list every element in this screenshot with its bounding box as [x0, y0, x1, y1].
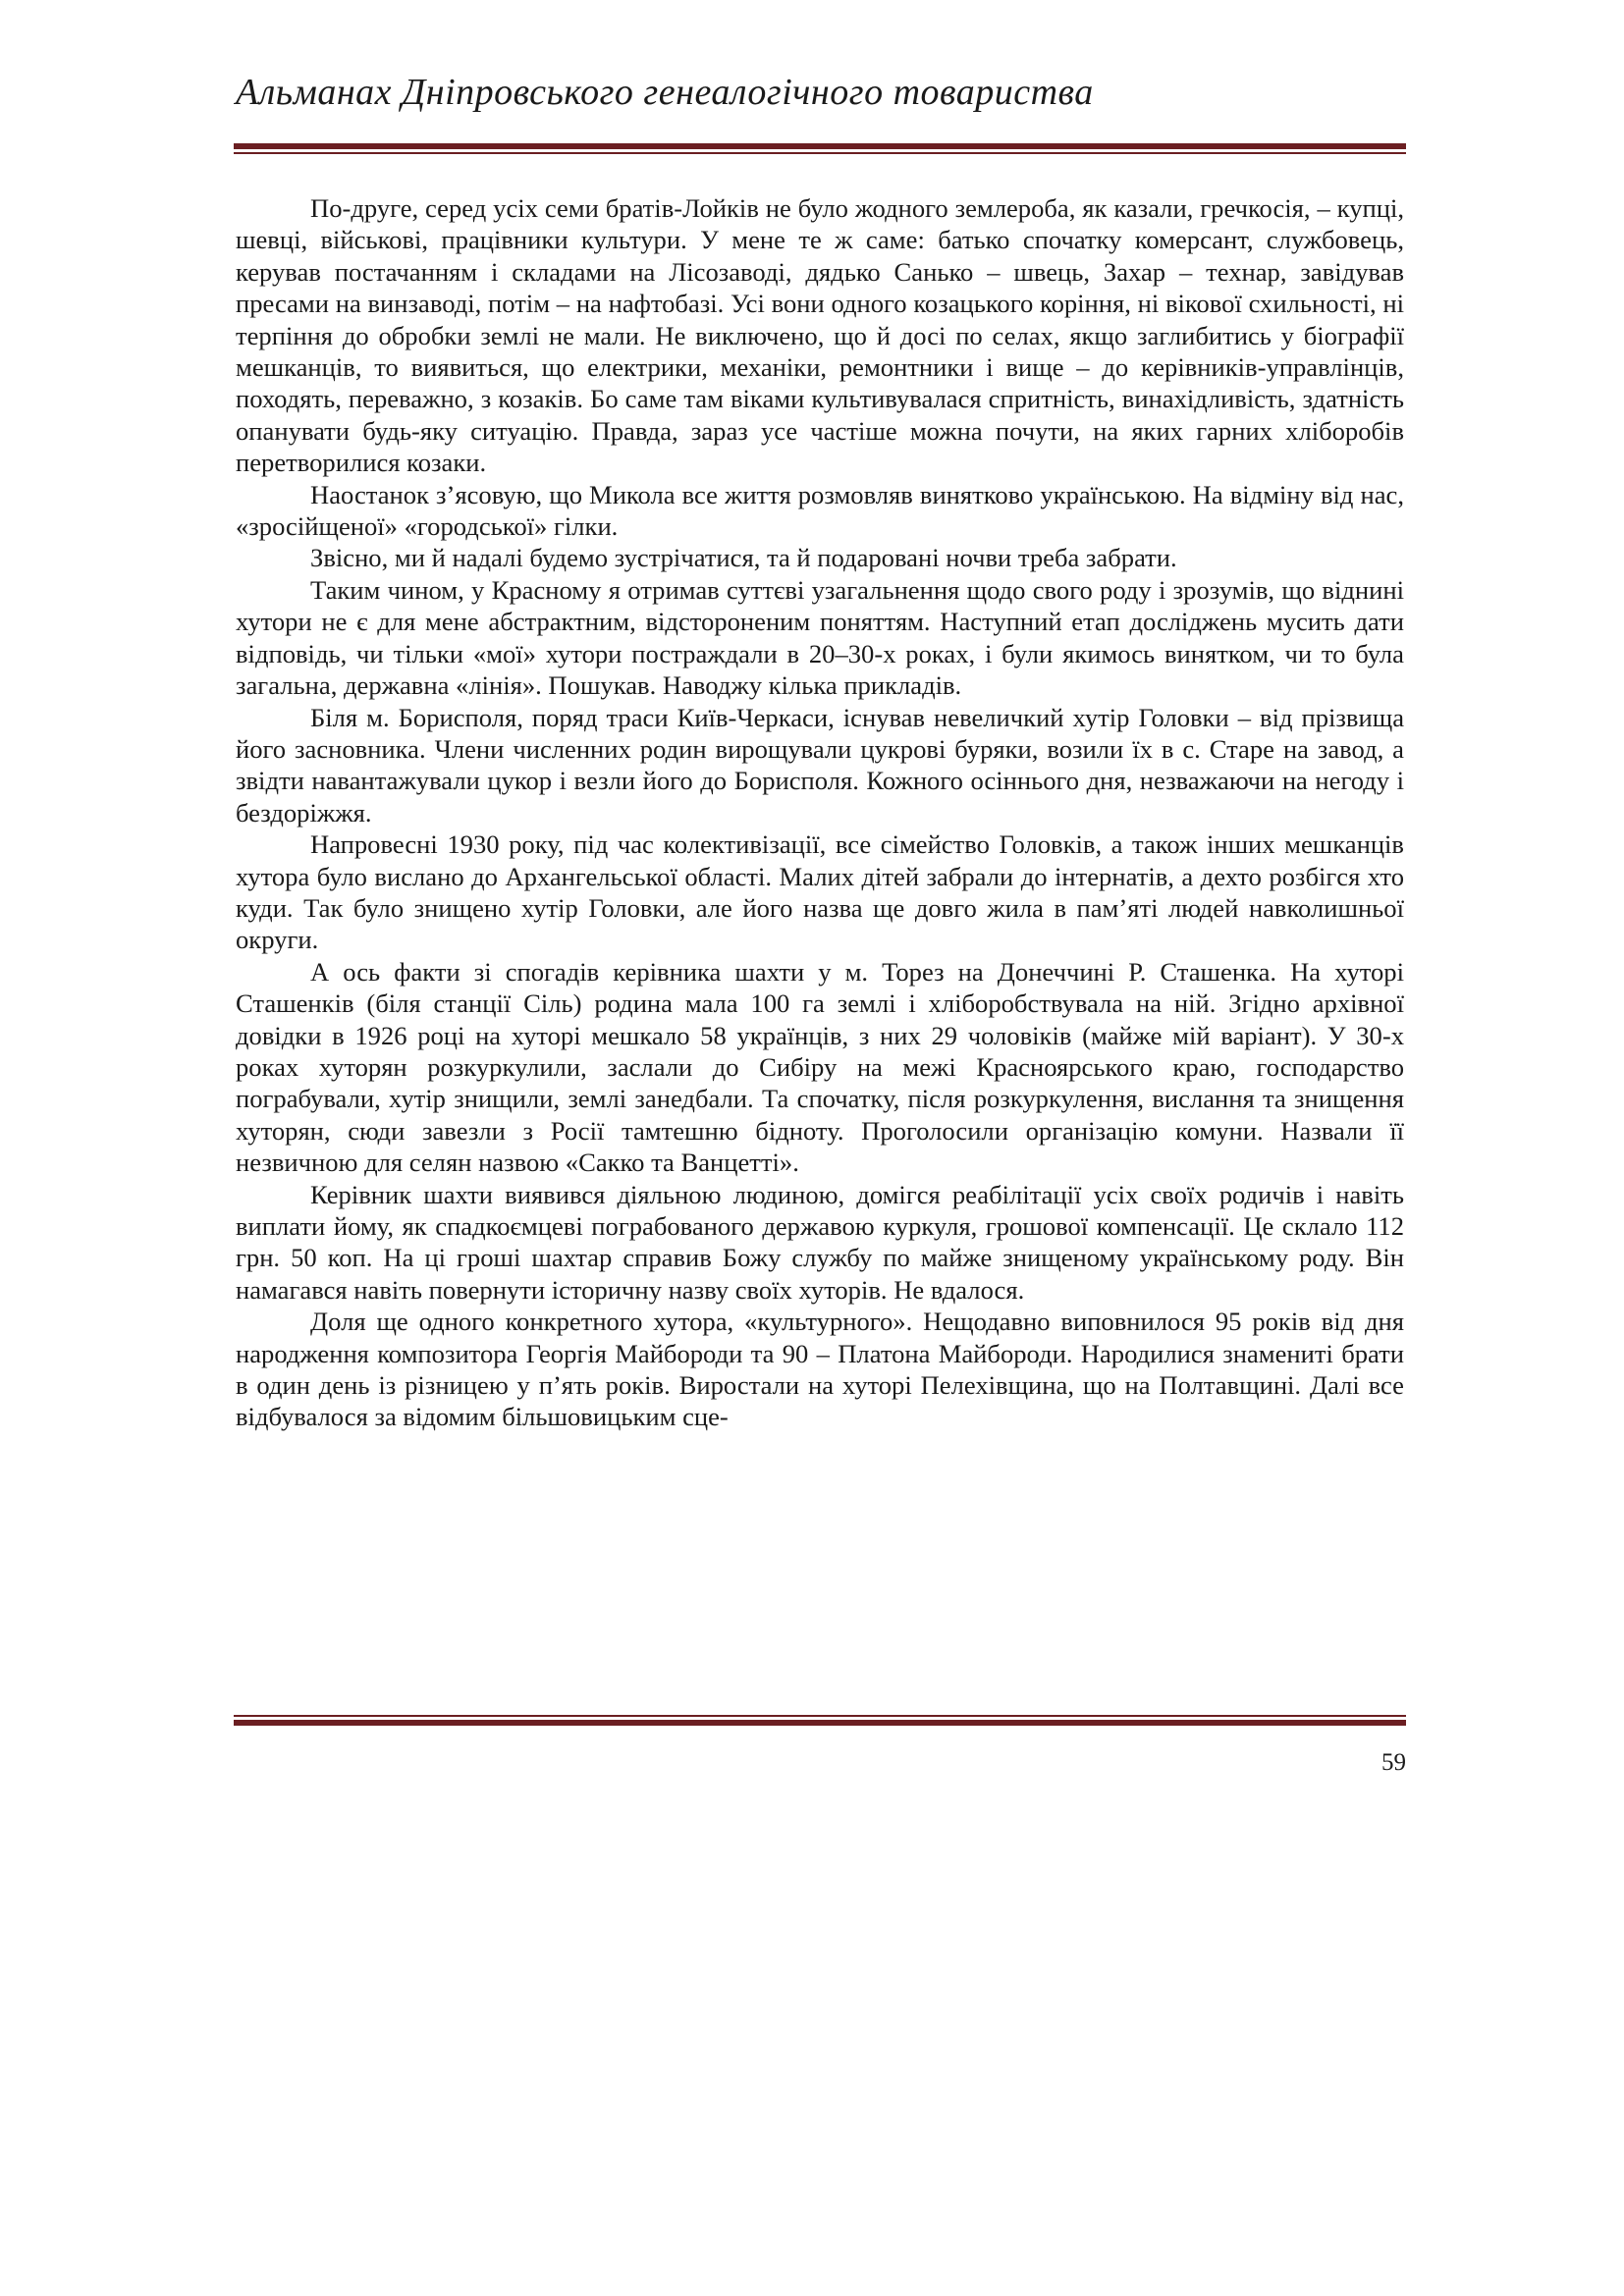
article-body [236, 192, 1404, 1433]
paragraph: Керівник шахти виявився діяльною людиною, домігся реабілітації усіх своїх родичів і навіть виплати йому, як спадкоємцеві пограбованого державою куркуля, грошової компенсації. Це склало 112 грн. 50 коп. На ці гроші шахтар справив Божу службу по майже знищеному українському роду. Він намагався навіть повернути історичну назву своїх хуторів. Не вдалося. [236, 1179, 1404, 1305]
header-rule [234, 143, 1406, 154]
paragraph: Біля м. Борисполя, поряд траси Київ-Черкаси, існував невеличкий хутір Головки – від прізвища його засновника. Члени численних родин вирощували цукрові буряки, возили їх в с. Старе на завод, а звідти навантажували цукор і везли його до Борисполя. Кожного осіннього дня, незважаючи на негоду і бездоріжжя. [236, 702, 1404, 828]
page-number: 59 [1381, 1749, 1406, 1776]
footer-rule-thin [234, 1715, 1406, 1717]
paragraph: Наостанок з’ясовую, що Микола все життя розмовляв винятково українською. На відміну від нас, «зросійщеної» «городської» гілки. [236, 479, 1404, 542]
paragraph: Звісно, ми й надалі будемо зустрічатися, та й подаровані ночви треба забрати. [310, 543, 1177, 573]
paragraph: Напровесні 1930 року, під час колективізації, все сімейство Головків, а також інших мешканців хутора було вислано до Архангельської області. Малих дітей забрали до інтернатів, а дехто розбігся хто куди. Так було знищено хутір Головки, але його назва ще довго жила в пам’яті людей навколишньої округи. [236, 829, 1404, 955]
paragraph: А ось факти зі спогадів керівника шахти у м. Торез на Донеччині Р. Сташенка. На хуторі Сташенків (біля станції Сіль) родина мала 100 га землі і хліборобствувала на ній. Згідно архівної довідки в 1926 році на хуторі мешкало 58 українців, з них 29 чоловіків (майже мій варіант). У 30-х роках хуторян розкуркулили, заслали до Сибіру на межі Красноярського краю, господарство пограбували, хутір знищили, землі занедбали. Та спочатку, після розкуркулення, вислання та знищення хуторян, сюди завезли з Росії тамтешню бідноту. Проголосили організацію комуни. Назвали її незвичною для селян назвою «Сакко та Ванцетті». [236, 956, 1404, 1178]
paragraph: Доля ще одного конкретного хутора, «культурного». Нещодавно виповнилося 95 років від дня народження композитора Георгія Майбороди та 90 – Платона Майбороди. Народилися знамениті брати в один день із різницею у п’ять років. Виростали на хуторі Пелехівщина, що на Полтавщині. Далі все відбувалося за відомим більшовицьким сце- [236, 1307, 1404, 1432]
paragraph: По-друге, серед усіх семи братів-Лойків не було жодного землероба, як казали, гречкосія, – купці, шевці, військові, працівники культури. У мене те ж саме: батько спочатку комерсант, службовець, керував постачанням і складами на Лісозаводі, дядько Санько – швець, Захар – технар, завідував пресами на винзаводі, потім – на нафтобазі. Усі вони одного козацького коріння, ні вікової схильності, ні терпіння до обробки землі не мали. Не виключено, що й досі по селах, якщо заглибитись у біографії мешканців, то виявиться, що електрики, механіки, ремонтники і вище – до керівників-управлінців, походять, переважно, з козаків. Бо саме там віками культивувалася спритність, винахідливість, здатність опанувати будь-яку ситуацію. Правда, зараз усе частіше можна почути, на яких гарних хліборобів перетворилися козаки. [236, 193, 1404, 478]
running-header-title: Альманах Дніпровського генеалогічного товариства [236, 72, 1094, 113]
header-rule-thick [234, 143, 1406, 149]
header-rule-thin [234, 152, 1406, 154]
paragraph: Таким чином, у Красному я отримав суттєві узагальнення щодо свого роду і зрозумів, що віднині хутори не є для мене абстрактним, відстороненим поняттям. Наступний етап досліджень мусить дати відповідь, чи тільки «мої» хутори постраждали в 20–30-х роках, і були якимось винятком, чи то була загальна, державна «лінія». Пошукав. Наводжу кілька прикладів. [236, 574, 1404, 701]
footer-rule [234, 1715, 1406, 1726]
footer-rule-thick [234, 1720, 1406, 1726]
